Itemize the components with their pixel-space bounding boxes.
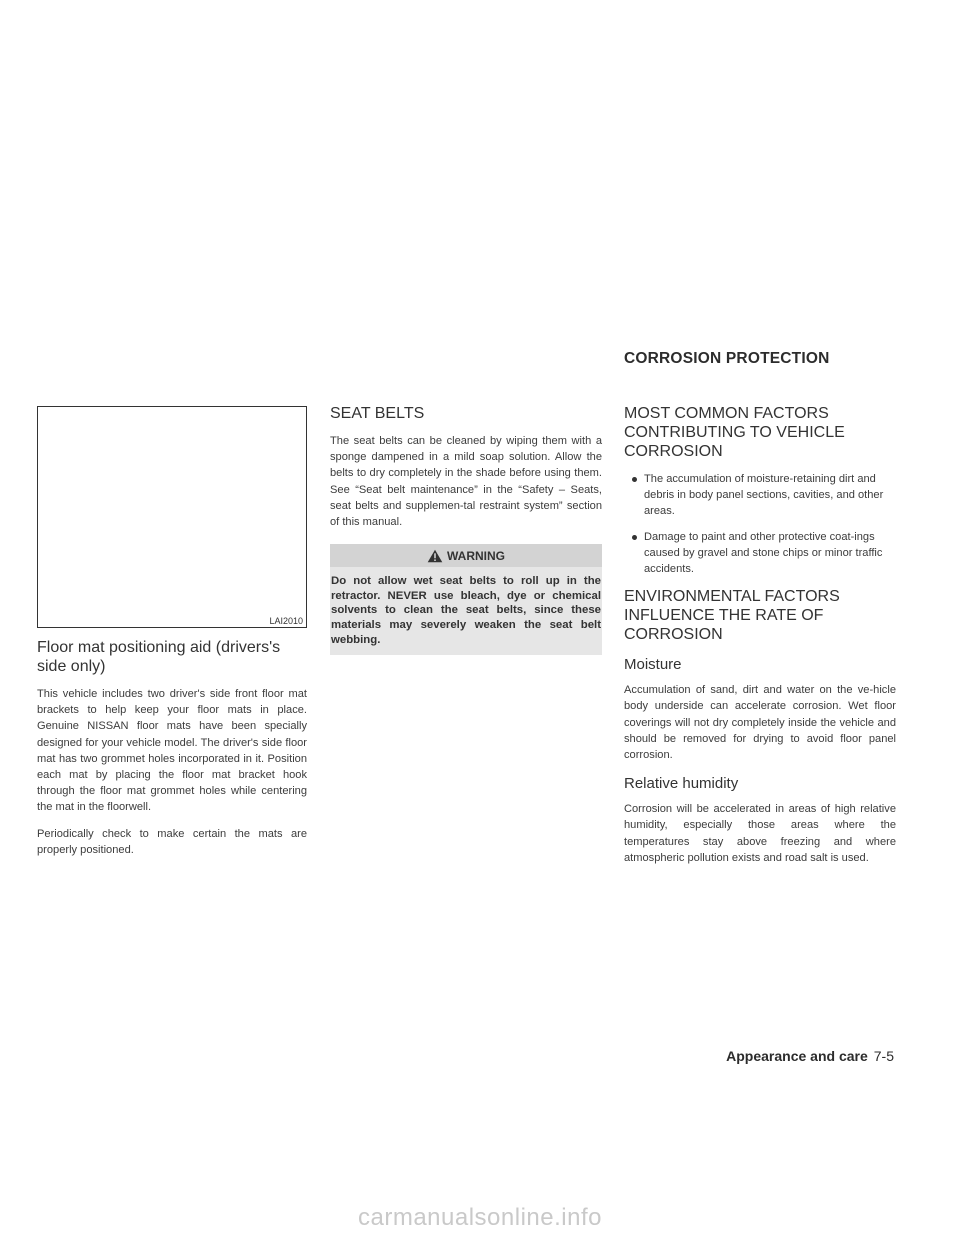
seat-belts-paragraph: The seat belts can be cleaned by wiping them with a sponge dampened in a mild soap solution. Allow the belts to dry completely in the shade before using them. See “Seat belt maintenance” in the “Safety – Seats, seat belts and supplemen-tal restraint system” section of this manual. xyxy=(330,435,602,529)
floor-mat-paragraph-2: Periodically check to make certain the mats are properly positioned. xyxy=(37,827,307,856)
column-floor-mat xyxy=(37,406,307,868)
section-title: CORROSION PROTECTION xyxy=(624,350,830,367)
figure-floor-mat xyxy=(37,406,307,628)
column-seat-belts xyxy=(330,404,602,655)
chapter-title: Appearance and care xyxy=(726,1048,868,1064)
page-number: 7-5 xyxy=(873,1048,894,1064)
environmental-factors-heading: ENVIRONMENTAL FACTORS INFLUENCE THE RATE OF CORROSION xyxy=(624,588,840,644)
figure-code: LAI2010 xyxy=(269,616,303,626)
floor-mat-paragraph-1: This vehicle includes two driver's side front floor mat brackets to help keep your floor mats in place. Genuine NISSAN floor mats have been specially designed for your vehicle model. The driver's side floor mat has two grommet holes incorporated in it. Position each mat by placing the floor mat bracket hook through the floor mat grommet holes while centering the mat in the floorwell. xyxy=(37,688,307,814)
list-item-text: Damage to paint and other protective coat-ings caused by gravel and stone chips or minor traffic accidents. xyxy=(644,530,883,576)
seat-belts-heading: SEAT BELTS xyxy=(330,405,425,422)
column-corrosion xyxy=(624,404,896,876)
warning-header xyxy=(330,544,602,567)
moisture-paragraph: Accumulation of sand, dirt and water on the ve-hicle body underside can accelerate corrosion. Wet floor coverings will not dry completely inside the vehicle and should be removed for drying to avoid floor panel corrosion. xyxy=(624,684,896,762)
common-factors-list xyxy=(624,471,896,577)
watermark: carmanualsonline.info xyxy=(358,1204,602,1231)
warning-label: WARNING xyxy=(447,548,505,563)
humidity-paragraph: Corrosion will be accelerated in areas of high relative humidity, especially those areas where the temperatures stay above freezing and where atmospheric pollution exists and road salt is used. xyxy=(624,803,896,864)
list-item-text: The accumulation of moisture-retaining dirt and debris in body panel sections, cavities, and other areas. xyxy=(644,473,884,518)
list-item xyxy=(624,471,896,520)
warning-box xyxy=(330,544,602,655)
page-footer xyxy=(726,1048,894,1064)
common-factors-heading: MOST COMMON FACTORS CONTRIBUTING TO VEHICLE CORROSION xyxy=(624,405,845,460)
bullet-icon xyxy=(632,535,637,540)
warning-icon xyxy=(427,549,443,563)
moisture-heading: Moisture xyxy=(624,656,682,674)
humidity-heading: Relative humidity xyxy=(624,775,739,793)
floor-mat-heading: Floor mat positioning aid (drivers's side only) xyxy=(37,639,281,675)
list-item xyxy=(624,529,896,578)
warning-text: Do not allow wet seat belts to roll up in the retractor. NEVER use bleach, dye or chemical solvents to clean the seat belts, since these materials may severely weaken the seat belt webbing. xyxy=(331,575,601,646)
bullet-icon xyxy=(632,477,637,482)
